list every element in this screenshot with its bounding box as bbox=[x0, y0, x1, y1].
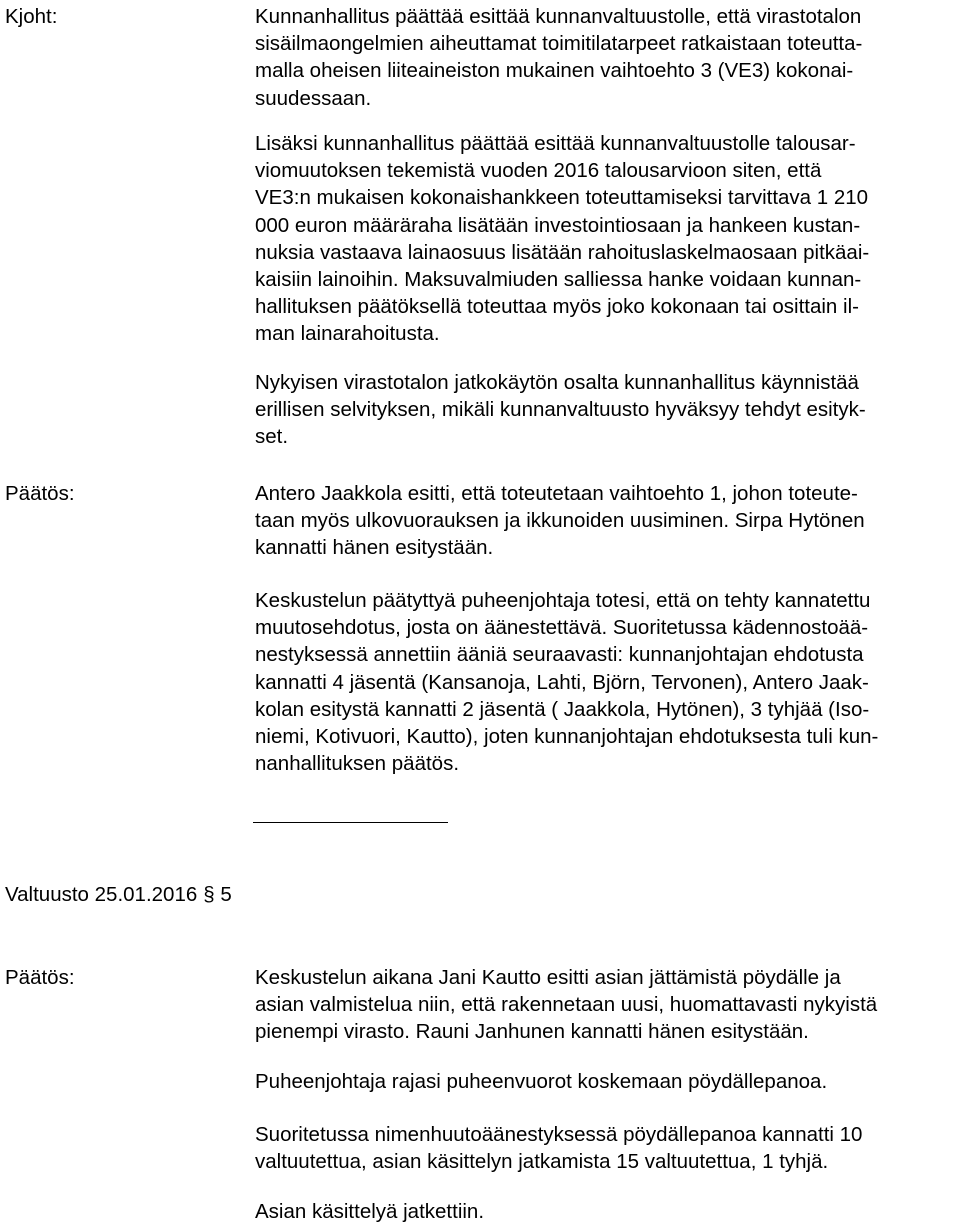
paatos2-body bbox=[255, 964, 955, 1046]
text-line: man lainarahoitusta. bbox=[255, 322, 440, 346]
text-line: pienempi virasto. Rauni Janhunen kannatti hänen esitystään. bbox=[255, 1020, 809, 1044]
kjoht-paragraph-1 bbox=[255, 3, 955, 112]
text-line: nanhallituksen päätös. bbox=[255, 752, 460, 776]
text-line: nestyksessä annettiin ääniä seuraavasti: kunnanjohtajan ehdotusta bbox=[255, 643, 864, 667]
text-line: kolan esitystä kannatti 2 jäsentä ( Jaakkola, Hytönen), 3 tyhjää (Iso- bbox=[255, 697, 870, 721]
meeting-heading-text: Valtuusto 25.01.2016 bbox=[5, 883, 198, 906]
paatos2-paragraph-4 bbox=[255, 1198, 955, 1225]
text-line: Kunnanhallitus päättää esittää kunnanvaltuustolle, että virastotalon bbox=[255, 5, 862, 28]
text-line: valtuutettua, asian käsittelyn jatkamista 15 valtuutettua, 1 tyhjä. bbox=[255, 1150, 829, 1174]
text-line: muutosehdotus, josta on äänestettävä. Suoritetussa kädennostoää- bbox=[255, 616, 869, 640]
text-line: set. bbox=[255, 425, 289, 449]
paatos2-body-3 bbox=[255, 1121, 955, 1175]
text-line: viomuutoksen tekemistä vuoden 2016 talousarvioon siten, että bbox=[255, 159, 822, 183]
paatos2-paragraph-3 bbox=[255, 1121, 955, 1175]
text-line: kannatti 4 jäsentä (Kansanoja, Lahti, Björn, Tervonen), Antero Jaak- bbox=[255, 670, 869, 694]
text-line: Keskustelun päätyttyä puheenjohtaja totesi, että on tehty kannatettu bbox=[255, 589, 871, 612]
section-mark: § 5 bbox=[203, 883, 232, 906]
text-line: VE3:n mukaisen kokonaishankkeen toteuttamiseksi tarvittava 1 210 bbox=[255, 186, 869, 210]
text-line: Keskustelun aikana Jani Kautto esitti asian jättämistä pöydälle ja bbox=[255, 966, 841, 989]
paatos1-body bbox=[255, 480, 955, 562]
kjoht-body-2 bbox=[255, 130, 955, 348]
paatos1-paragraph-1 bbox=[255, 480, 955, 562]
text-line: taan myös ulkovuorauksen ja ikkunoiden uusiminen. Sirpa Hytönen bbox=[255, 509, 865, 533]
text-line: Lisäksi kunnanhallitus päättää esittää kunnanvaltuustolle talousar- bbox=[255, 132, 856, 155]
paatos1-body-2 bbox=[255, 587, 955, 777]
paatos-label: Päätös: bbox=[5, 966, 75, 989]
text-line: kannatti hänen esitystään. bbox=[255, 536, 494, 560]
text-line: sisäilmaongelmien aiheuttamat toimitilatarpeet ratkaistaan toteutta- bbox=[255, 32, 863, 56]
text-line: hallituksen päätöksellä toteuttaa myös joko kokonaan tai osittain il- bbox=[255, 295, 859, 319]
text-line: 000 euron määräraha lisätään investointiosaan ja hankeen kustan- bbox=[255, 213, 861, 237]
text-line: Antero Jaakkola esitti, että toteutetaan vaihtoehto 1, johon toteute- bbox=[255, 482, 858, 505]
paatos-label: Päätös: bbox=[5, 482, 75, 505]
kjoht-body-3 bbox=[255, 369, 955, 451]
paatos2-body-2 bbox=[255, 1068, 955, 1095]
text-line: Nykyisen virastotalon jatkokäytön osalta kunnanhallitus käynnistää bbox=[255, 371, 859, 394]
paatos2-body-4 bbox=[255, 1198, 955, 1225]
text-line: suudessaan. bbox=[255, 86, 372, 110]
kjoht-body bbox=[255, 3, 955, 112]
text-line: asian valmistelua niin, että rakennetaan uusi, huomattavasti nykyistä bbox=[255, 993, 878, 1017]
paatos1-paragraph-2 bbox=[255, 587, 955, 777]
kjoht-paragraph-2 bbox=[255, 130, 955, 348]
paatos2-paragraph-2 bbox=[255, 1068, 955, 1095]
kjoht-paragraph-3 bbox=[255, 369, 955, 451]
text-line: malla oheisen liiteaineiston mukainen vaihtoehto 3 (VE3) kokonai- bbox=[255, 59, 854, 83]
paatos2-paragraph-1 bbox=[255, 964, 955, 1046]
meeting-heading bbox=[5, 881, 232, 908]
text-line: niemi, Kotivuori, Kautto), joten kunnanjohtajan ehdotuksesta tuli kun- bbox=[255, 725, 879, 749]
text-line: nuksia vastaava lainaosuus lisätään rahoituslaskelmaosaan pitkäai- bbox=[255, 240, 870, 264]
kjoht-label: Kjoht: bbox=[5, 5, 58, 28]
text-line: kaisiin lainoihin. Maksuvalmiuden salliessa hanke voidaan kunnan- bbox=[255, 268, 862, 292]
text-line: Asian käsittelyä jatkettiin. bbox=[255, 1200, 485, 1223]
text-line: Suoritetussa nimenhuutoäänestyksessä pöydällepanoa kannatti 10 bbox=[255, 1123, 863, 1146]
separator-rule bbox=[253, 822, 448, 823]
text-line: Puheenjohtaja rajasi puheenvuorot koskemaan pöydällepanoa. bbox=[255, 1070, 828, 1093]
text-line: erillisen selvityksen, mikäli kunnanvaltuusto hyväksyy tehdyt esityk- bbox=[255, 398, 866, 422]
